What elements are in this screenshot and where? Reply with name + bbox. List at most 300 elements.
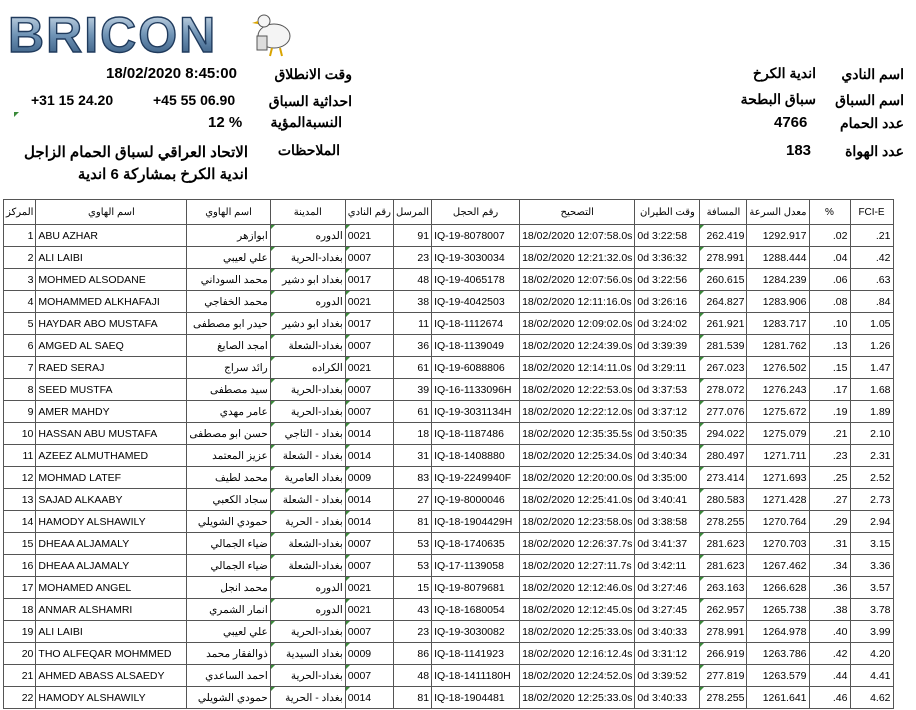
cell-distance: 280.497	[700, 445, 747, 467]
cell-correction: 18/02/2020 12:12:46.0s	[520, 577, 635, 599]
cell-speed: 1283.717	[747, 313, 809, 335]
table-row	[4, 577, 894, 599]
cell-percent: .06	[809, 269, 850, 291]
cell-speed: 1261.641	[747, 687, 809, 709]
cell-club-number: 0017	[345, 313, 393, 335]
cell-fci-e: .21	[850, 225, 893, 247]
cell-speed: 1271.428	[747, 489, 809, 511]
cell-rank: 17	[4, 577, 36, 599]
club-value: اندية الكرخ	[752, 65, 816, 81]
cell-speed: 1266.628	[747, 577, 809, 599]
cell-flight-time: 0d 3:38:58	[635, 511, 700, 533]
cell-city: بغداد ابو دشير	[270, 313, 345, 335]
cell-city: بغداد-الحرية	[270, 379, 345, 401]
cell-percent: .19	[809, 401, 850, 423]
notes-label: الملاحظات	[277, 142, 340, 158]
cell-fancier-name-ar: حسن ابو مصطفى	[187, 423, 270, 445]
col-distance: المسافة	[700, 200, 747, 225]
cell-fancier-name-ar: علي لعيبي	[187, 621, 270, 643]
table-row	[4, 687, 894, 709]
cell-rank: 19	[4, 621, 36, 643]
cell-correction: 18/02/2020 12:23:58.0s	[520, 511, 635, 533]
cell-rank: 6	[4, 335, 36, 357]
cell-distance: 263.163	[700, 577, 747, 599]
cell-club-number: 0007	[345, 533, 393, 555]
cell-city: بغداد-الحرية	[270, 665, 345, 687]
cell-flight-time: 0d 3:35:00	[635, 467, 700, 489]
cell-flight-time: 0d 3:36:32	[635, 247, 700, 269]
col-fci-e: FCI-E	[850, 200, 893, 225]
col-ring-number: رقم الحجل	[432, 200, 520, 225]
col-speed: معدل السرعة	[747, 200, 809, 225]
table-row	[4, 269, 894, 291]
cell-city: الكراده	[270, 357, 345, 379]
cell-fci-e: .63	[850, 269, 893, 291]
cell-city: بغداد-الحرية	[270, 401, 345, 423]
cell-speed: 1288.444	[747, 247, 809, 269]
pigeons-value: 4766	[774, 114, 808, 131]
cell-speed: 1283.906	[747, 291, 809, 313]
table-row	[4, 291, 894, 313]
cell-speed: 1275.672	[747, 401, 809, 423]
col-correction: التصحيح	[520, 200, 635, 225]
coords-label: احداثية السباق	[268, 93, 352, 109]
cell-fci-e: 3.99	[850, 621, 893, 643]
cell-club-number: 0007	[345, 335, 393, 357]
cell-fci-e: .42	[850, 247, 893, 269]
cell-city: الدوره	[270, 225, 345, 247]
cell-marker	[14, 112, 19, 117]
cell-flight-time: 0d 3:24:02	[635, 313, 700, 335]
race-label: اسم السباق	[835, 92, 904, 108]
cell-correction: 18/02/2020 12:27:11.7s	[520, 555, 635, 577]
cell-fancier-name-en: ABU AZHAR	[36, 225, 187, 247]
cell-club-number: 0021	[345, 577, 393, 599]
cell-distance: 280.583	[700, 489, 747, 511]
cell-distance: 264.827	[700, 291, 747, 313]
cell-percent: .27	[809, 489, 850, 511]
cell-sent: 91	[393, 225, 431, 247]
cell-distance: 278.072	[700, 379, 747, 401]
table-row	[4, 247, 894, 269]
cell-club-number: 0014	[345, 445, 393, 467]
cell-fci-e: 2.10	[850, 423, 893, 445]
cell-distance: 277.076	[700, 401, 747, 423]
cell-fci-e: 3.57	[850, 577, 893, 599]
table-row	[4, 555, 894, 577]
cell-club-number: 0021	[345, 357, 393, 379]
col-rank: المركز	[4, 200, 36, 225]
cell-percent: .23	[809, 445, 850, 467]
cell-fci-e: 1.68	[850, 379, 893, 401]
cell-fci-e: 3.78	[850, 599, 893, 621]
cell-club-number: 0007	[345, 665, 393, 687]
table-row	[4, 335, 894, 357]
cell-flight-time: 0d 3:37:53	[635, 379, 700, 401]
cell-correction: 18/02/2020 12:07:58.0s	[520, 225, 635, 247]
cell-percent: .36	[809, 577, 850, 599]
cell-speed: 1270.764	[747, 511, 809, 533]
cell-fancier-name-ar: ابوازهر	[187, 225, 270, 247]
cell-speed: 1265.738	[747, 599, 809, 621]
cell-fancier-name-ar: حمودي الشويلي	[187, 687, 270, 709]
table-row	[4, 621, 894, 643]
cell-fancier-name-en: AZEEZ ALMUTHAMED	[36, 445, 187, 467]
cell-city: بغداد - الحرية	[270, 511, 345, 533]
cell-rank: 18	[4, 599, 36, 621]
cell-fci-e: 2.31	[850, 445, 893, 467]
cell-correction: 18/02/2020 12:11:16.0s	[520, 291, 635, 313]
cell-fancier-name-ar: ذوالفقار محمد	[187, 643, 270, 665]
cell-ring-number: IQ-17-1139058	[432, 555, 520, 577]
cell-rank: 5	[4, 313, 36, 335]
table-row	[4, 665, 894, 687]
cell-correction: 18/02/2020 12:24:52.0s	[520, 665, 635, 687]
cell-club-number: 0007	[345, 621, 393, 643]
cell-ring-number: IQ-19-3030082	[432, 621, 520, 643]
cell-flight-time: 0d 3:40:41	[635, 489, 700, 511]
cell-percent: .34	[809, 555, 850, 577]
club-label: اسم النادي	[841, 66, 904, 82]
cell-distance: 266.919	[700, 643, 747, 665]
cell-correction: 18/02/2020 12:22:12.0s	[520, 401, 635, 423]
cell-fancier-name-ar: ضياء الجمالي	[187, 555, 270, 577]
cell-speed: 1263.786	[747, 643, 809, 665]
cell-rank: 14	[4, 511, 36, 533]
cell-speed: 1263.579	[747, 665, 809, 687]
cell-sent: 48	[393, 269, 431, 291]
cell-rank: 2	[4, 247, 36, 269]
cell-rank: 16	[4, 555, 36, 577]
cell-fancier-name-ar: انمار الشمري	[187, 599, 270, 621]
table-row	[4, 489, 894, 511]
cell-rank: 7	[4, 357, 36, 379]
cell-distance: 277.819	[700, 665, 747, 687]
start-time-value: 18/02/2020 8:45:00	[106, 65, 237, 82]
cell-club-number: 0009	[345, 643, 393, 665]
cell-sent: 18	[393, 423, 431, 445]
fanciers-label: عدد الهواة	[845, 143, 904, 159]
table-row	[4, 533, 894, 555]
race-value: سباق البطحة	[740, 91, 816, 107]
cell-sent: 53	[393, 533, 431, 555]
cell-speed: 1292.917	[747, 225, 809, 247]
cell-distance: 278.255	[700, 511, 747, 533]
table-header-row	[4, 200, 894, 225]
cell-distance: 260.615	[700, 269, 747, 291]
cell-fancier-name-en: MOHAMMED ALKHAFAJI	[36, 291, 187, 313]
cell-fancier-name-ar: محمد الخفاجي	[187, 291, 270, 313]
cell-rank: 20	[4, 643, 36, 665]
cell-flight-time: 0d 3:26:16	[635, 291, 700, 313]
table-row	[4, 423, 894, 445]
cell-distance: 281.623	[700, 555, 747, 577]
cell-speed: 1275.079	[747, 423, 809, 445]
start-time-label: وقت الانطلاق	[274, 66, 352, 82]
cell-flight-time: 0d 3:22:56	[635, 269, 700, 291]
cell-correction: 18/02/2020 12:20:00.0s	[520, 467, 635, 489]
cell-flight-time: 0d 3:50:35	[635, 423, 700, 445]
cell-rank: 4	[4, 291, 36, 313]
col-club-number: رقم النادي	[345, 200, 393, 225]
cell-percent: .25	[809, 467, 850, 489]
cell-fci-e: 1.05	[850, 313, 893, 335]
cell-fancier-name-en: MOHAMED ANGEL	[36, 577, 187, 599]
cell-city: بغداد-الشعلة	[270, 533, 345, 555]
cell-ring-number: IQ-19-8079681	[432, 577, 520, 599]
cell-ring-number: IQ-18-1740635	[432, 533, 520, 555]
cell-flight-time: 0d 3:40:33	[635, 621, 700, 643]
cell-rank: 21	[4, 665, 36, 687]
cell-distance: 281.623	[700, 533, 747, 555]
cell-percent: .46	[809, 687, 850, 709]
cell-fancier-name-en: RAED SERAJ	[36, 357, 187, 379]
cell-ring-number: IQ-18-1112674	[432, 313, 520, 335]
cell-club-number: 0014	[345, 489, 393, 511]
cell-ring-number: IQ-18-1411180H	[432, 665, 520, 687]
cell-sent: 23	[393, 247, 431, 269]
cell-fancier-name-ar: محمد السوداني	[187, 269, 270, 291]
cell-correction: 18/02/2020 12:22:53.0s	[520, 379, 635, 401]
cell-speed: 1267.462	[747, 555, 809, 577]
cell-city: بغداد-الحرية	[270, 247, 345, 269]
cell-percent: .21	[809, 423, 850, 445]
cell-fancier-name-en: HAYDAR ABO MUSTAFA	[36, 313, 187, 335]
cell-fci-e: 2.94	[850, 511, 893, 533]
cell-fancier-name-en: SAJAD ALKAABY	[36, 489, 187, 511]
cell-correction: 18/02/2020 12:14:11.0s	[520, 357, 635, 379]
cell-club-number: 0021	[345, 291, 393, 313]
cell-ring-number: IQ-19-8078007	[432, 225, 520, 247]
cell-percent: .08	[809, 291, 850, 313]
cell-distance: 281.539	[700, 335, 747, 357]
cell-rank: 1	[4, 225, 36, 247]
cell-flight-time: 0d 3:40:34	[635, 445, 700, 467]
cell-club-number: 0014	[345, 511, 393, 533]
cell-fancier-name-en: SEED MUSTFA	[36, 379, 187, 401]
cell-city: بغداد-الشعلة	[270, 335, 345, 357]
cell-fancier-name-ar: سجاد الكعبي	[187, 489, 270, 511]
cell-fancier-name-en: MOHMAD LATEF	[36, 467, 187, 489]
table-row	[4, 467, 894, 489]
cell-speed: 1271.693	[747, 467, 809, 489]
cell-flight-time: 0d 3:39:39	[635, 335, 700, 357]
cell-sent: 83	[393, 467, 431, 489]
cell-sent: 23	[393, 621, 431, 643]
cell-ring-number: IQ-19-4065178	[432, 269, 520, 291]
col-fancier-name-ar: اسم الهاوي	[187, 200, 270, 225]
cell-sent: 53	[393, 555, 431, 577]
cell-rank: 13	[4, 489, 36, 511]
cell-rank: 11	[4, 445, 36, 467]
cell-sent: 39	[393, 379, 431, 401]
cell-fci-e: .84	[850, 291, 893, 313]
cell-fancier-name-ar: حيدر ابو مصطفى	[187, 313, 270, 335]
cell-fci-e: 4.41	[850, 665, 893, 687]
cell-city: بغداد-الحرية	[270, 621, 345, 643]
cell-speed: 1276.243	[747, 379, 809, 401]
cell-fancier-name-ar: احمد الساعدي	[187, 665, 270, 687]
cell-rank: 8	[4, 379, 36, 401]
cell-fancier-name-ar: حمودي الشويلي	[187, 511, 270, 533]
cell-city: بغداد - الحرية	[270, 687, 345, 709]
cell-speed: 1281.762	[747, 335, 809, 357]
cell-percent: .29	[809, 511, 850, 533]
cell-flight-time: 0d 3:27:46	[635, 577, 700, 599]
cell-fci-e: 2.52	[850, 467, 893, 489]
table-row	[4, 225, 894, 247]
cell-rank: 9	[4, 401, 36, 423]
cell-fancier-name-en: ALI LAIBI	[36, 247, 187, 269]
cell-correction: 18/02/2020 12:25:41.0s	[520, 489, 635, 511]
table-row	[4, 511, 894, 533]
cell-ring-number: IQ-19-3030034	[432, 247, 520, 269]
cell-sent: 48	[393, 665, 431, 687]
bricon-logo	[6, 6, 294, 58]
cell-flight-time: 0d 3:22:58	[635, 225, 700, 247]
cell-sent: 36	[393, 335, 431, 357]
cell-ring-number: IQ-18-1904481	[432, 687, 520, 709]
percentage-label: النسبةالمؤية	[270, 114, 342, 130]
cell-fancier-name-ar: محمد لطيف	[187, 467, 270, 489]
cell-city: بغداد - التاجي	[270, 423, 345, 445]
cell-flight-time: 0d 3:41:37	[635, 533, 700, 555]
table-row	[4, 643, 894, 665]
cell-percent: .42	[809, 643, 850, 665]
cell-percent: .04	[809, 247, 850, 269]
cell-distance: 278.255	[700, 687, 747, 709]
cell-ring-number: IQ-19-4042503	[432, 291, 520, 313]
cell-percent: .02	[809, 225, 850, 247]
svg-text:BRICON: BRICON	[8, 7, 218, 58]
cell-correction: 18/02/2020 12:24:39.0s	[520, 335, 635, 357]
cell-club-number: 0014	[345, 423, 393, 445]
cell-fancier-name-ar: سيد مصطفى	[187, 379, 270, 401]
coord-north: +31 15 24.20	[31, 92, 114, 108]
cell-sent: 15	[393, 577, 431, 599]
cell-sent: 31	[393, 445, 431, 467]
cell-percent: .17	[809, 379, 850, 401]
fanciers-value: 183	[786, 142, 812, 159]
cell-ring-number: IQ-18-1408880	[432, 445, 520, 467]
cell-ring-number: IQ-18-1139049	[432, 335, 520, 357]
cell-percent: .44	[809, 665, 850, 687]
cell-city: بغداد-الشعلة	[270, 555, 345, 577]
cell-ring-number: IQ-18-1141923	[432, 643, 520, 665]
cell-ring-number: IQ-18-1904429H	[432, 511, 520, 533]
col-city: المدينة	[270, 200, 345, 225]
table-row	[4, 599, 894, 621]
cell-distance: 262.957	[700, 599, 747, 621]
cell-correction: 18/02/2020 12:16:12.4s	[520, 643, 635, 665]
cell-correction: 18/02/2020 12:21:32.0s	[520, 247, 635, 269]
cell-fci-e: 3.36	[850, 555, 893, 577]
cell-fci-e: 3.15	[850, 533, 893, 555]
cell-flight-time: 0d 3:39:52	[635, 665, 700, 687]
cell-club-number: 0007	[345, 401, 393, 423]
cell-distance: 273.414	[700, 467, 747, 489]
cell-fancier-name-en: ALI LAIBI	[36, 621, 187, 643]
cell-flight-time: 0d 3:42:11	[635, 555, 700, 577]
cell-distance: 294.022	[700, 423, 747, 445]
cell-sent: 81	[393, 511, 431, 533]
table-row	[4, 445, 894, 467]
cell-fancier-name-ar: ضياء الجمالي	[187, 533, 270, 555]
cell-distance: 262.419	[700, 225, 747, 247]
col-fancier-name-en: اسم الهاوي	[36, 200, 187, 225]
cell-sent: 61	[393, 401, 431, 423]
cell-correction: 18/02/2020 12:35:35.5s	[520, 423, 635, 445]
cell-flight-time: 0d 3:27:45	[635, 599, 700, 621]
percentage-value: 12 %	[208, 114, 243, 131]
cell-percent: .15	[809, 357, 850, 379]
cell-fci-e: 4.20	[850, 643, 893, 665]
cell-flight-time: 0d 3:29:11	[635, 357, 700, 379]
cell-fci-e: 2.73	[850, 489, 893, 511]
cell-speed: 1264.978	[747, 621, 809, 643]
cell-sent: 86	[393, 643, 431, 665]
cell-rank: 15	[4, 533, 36, 555]
cell-percent: .31	[809, 533, 850, 555]
notes-line-2: اندية الكرخ بمشاركة 6 اندية	[77, 166, 248, 183]
cell-flight-time: 0d 3:37:12	[635, 401, 700, 423]
cell-percent: .10	[809, 313, 850, 335]
cell-fancier-name-ar: امجد الصايغ	[187, 335, 270, 357]
cell-correction: 18/02/2020 12:12:45.0s	[520, 599, 635, 621]
cell-correction: 18/02/2020 12:09:02.0s	[520, 313, 635, 335]
cell-speed: 1270.703	[747, 533, 809, 555]
cell-correction: 18/02/2020 12:25:33.0s	[520, 621, 635, 643]
cell-fancier-name-en: AHMED ABASS ALSAEDY	[36, 665, 187, 687]
cell-city: بغداد - الشعلة	[270, 489, 345, 511]
cell-fci-e: 4.62	[850, 687, 893, 709]
pigeons-label: عدد الحمام	[839, 115, 904, 131]
cell-distance: 278.991	[700, 247, 747, 269]
cell-club-number: 0007	[345, 247, 393, 269]
cell-rank: 3	[4, 269, 36, 291]
cell-fancier-name-ar: علي لعيبي	[187, 247, 270, 269]
cell-city: الدوره	[270, 577, 345, 599]
cell-fancier-name-ar: عزيز المعتمد	[187, 445, 270, 467]
cell-fancier-name-en: MOHMED ALSODANE	[36, 269, 187, 291]
table-row	[4, 357, 894, 379]
table-row	[4, 379, 894, 401]
cell-fancier-name-en: HASSAN ABU MUSTAFA	[36, 423, 187, 445]
table-row	[4, 313, 894, 335]
cell-sent: 61	[393, 357, 431, 379]
cell-ring-number: IQ-19-6088806	[432, 357, 520, 379]
notes-line-1: الاتحاد العراقي لسباق الحمام الزاجل	[23, 144, 248, 161]
cell-sent: 43	[393, 599, 431, 621]
cell-distance: 278.991	[700, 621, 747, 643]
cell-correction: 18/02/2020 12:25:34.0s	[520, 445, 635, 467]
cell-club-number: 0007	[345, 555, 393, 577]
cell-correction: 18/02/2020 12:26:37.7s	[520, 533, 635, 555]
cell-fancier-name-en: THO ALFEQAR MOHMMED	[36, 643, 187, 665]
cell-speed: 1276.502	[747, 357, 809, 379]
cell-fancier-name-en: HAMODY ALSHAWILY	[36, 687, 187, 709]
cell-fancier-name-ar: محمد انجل	[187, 577, 270, 599]
cell-city: بغداد ابو دشير	[270, 269, 345, 291]
cell-city: بغداد العامرية	[270, 467, 345, 489]
cell-city: بغداد - الشعلة	[270, 445, 345, 467]
cell-club-number: 0009	[345, 467, 393, 489]
cell-rank: 10	[4, 423, 36, 445]
cell-speed: 1271.711	[747, 445, 809, 467]
cell-sent: 11	[393, 313, 431, 335]
cell-fancier-name-en: HAMODY ALSHAWILY	[36, 511, 187, 533]
cell-fancier-name-ar: عامر مهدي	[187, 401, 270, 423]
